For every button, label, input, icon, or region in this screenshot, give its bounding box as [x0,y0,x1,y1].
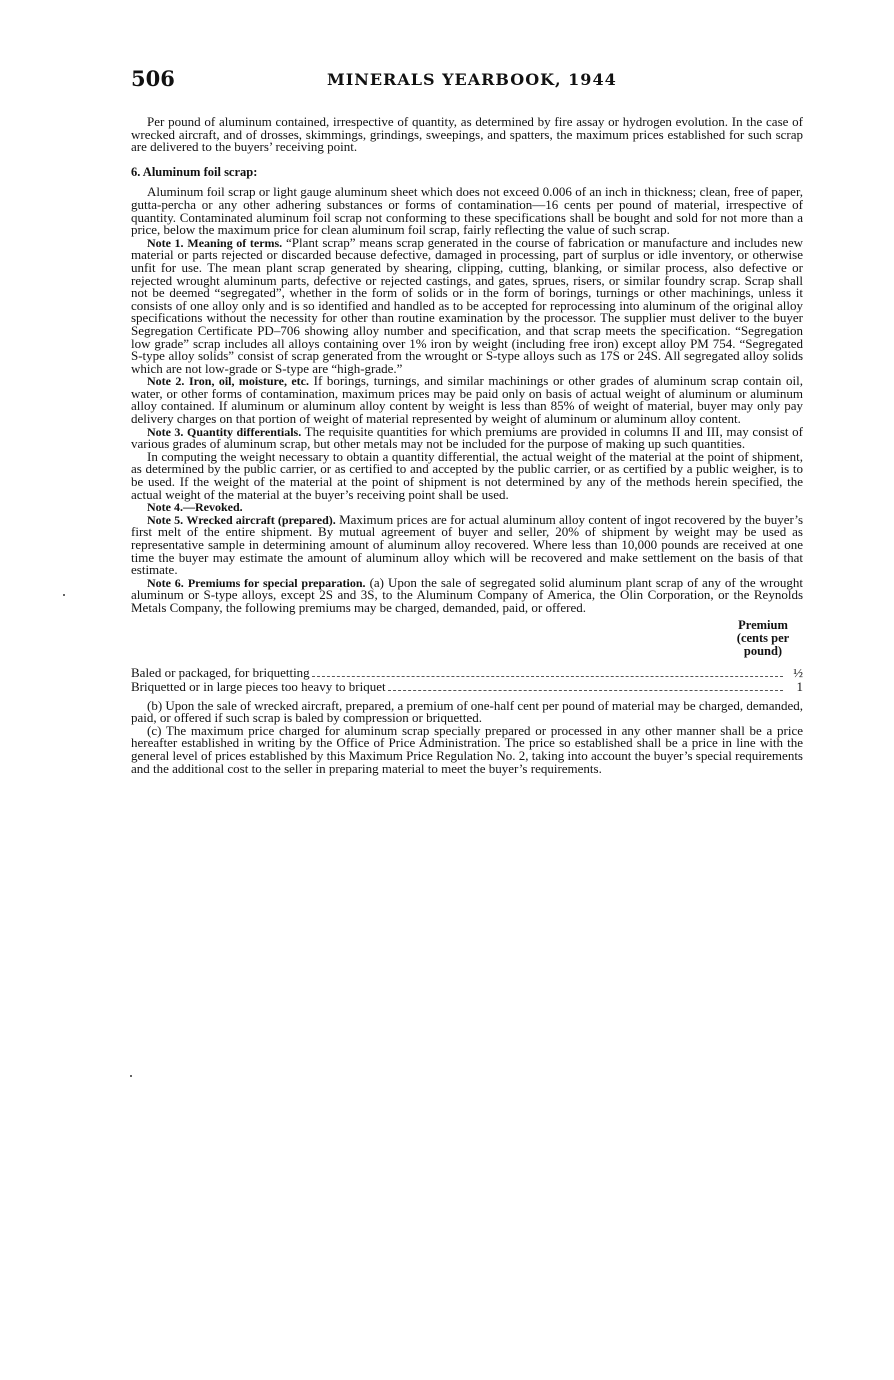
dot-leader [388,689,783,691]
premium-header-line-2: (cents per [736,630,790,645]
note-5-text: Maximum prices are for actual aluminum alloy content of ingot recovered by the buyer’s first melt of the entire shipment. By mutual agreement of buyer and seller, 20% of shipment by weight may be used as representative sample in determining amount of aluminum alloy recovered. Where less than 10,000 pounds are received at one time the buyer may estimate the amount of aluminum alloy which will be recovered and make settlement on the basis of that estimate. [131,511,804,578]
paragraph-c: (c) The maximum price charged for aluminum scrap specially prepared or processed in any other manner shall be a price hereafter established in writing by the Office of Price Administration. The price so established shall be a price in line with the general level of prices established by this Maximum Price Regulation No. 2, taking into account the buyer’s special requirements and the additional cost to the seller in preparing material to meet the buyer’s requirements. [131,722,803,776]
note-5 [131,511,804,578]
premium-row-label: Briquetted or in large pieces too heavy to briquet [131,678,386,694]
note-1-text: “Plant scrap” means scrap generated in the course of fabrication or manufacture and includes new material or parts rejected or discarded because defective, damaged in processing, part of surplus or idle inventory, or otherwise unfit for use. The mean plant scrap generated by shearing, clipping, cutting, blanking, or similar process, also defective or rejected wrought aluminum parts, defective or rejected castings, and gates, sprues, risers, or similar foundry scrap. Scrap shall not be deemed “segregated”, whether in the form of solids or in the form of borings, turnings or other machinings, unless it consists of one alloy only and is so identified and handled as to be accepted for reprocessing into aluminum of the original alloy specifications without the necessity for other than routine examination by the processor. The supplier must deliver to the buyer Segregation Certificate PD–706 showing alloy number and specification, and that scrap meets the specification. “Segregation low grade” scrap includes all alloys containing over 1% iron by weight (including free iron) except alloy PM 754. “Segregated S-type alloy solids” consist of scrap generated from the wrought or S-type alloys such as 17S or 24S. All segregated alloy solids which are not low-grade or S-type are “high-grade.” [131,234,803,376]
note-1-label: Note 1. [147,235,184,250]
note-6 [131,574,803,615]
note-2-text: If borings, turnings, and similar machinings or other grades of aluminum scrap contain oil, water, or other forms of contamination, maximum prices may be paid only on basis of actual weight of aluminum or aluminum alloy contained. If aluminum or aluminum alloy content by weight is less than 85% of weight of material, buyer may only pay delivery charges on that portion of weight of material represented by weight of aluminum or aluminum alloy content. [131,373,803,427]
note-4-label: Note 4. [147,500,183,515]
premium-row-value: ½ [793,664,803,680]
section-heading: 6. Aluminum foil scrap: [131,164,258,179]
note-6-label: Note 6. [147,575,184,590]
page-number: 506 [131,66,175,91]
premium-header-line-1: Premium [738,617,788,632]
premium-table-header [131,619,803,658]
intro-paragraph: Per pound of aluminum contained, irrespective of quantity, as determined by fire assay or hydrogen evolution. In the case of wrecked aircraft, and of drosses, skimmings, grindings, sweepings, and spatters, the maximum prices established for such scrap are delivered to the buyers’ receiving point. [131,114,803,155]
note-1-title: Meaning of terms. [187,235,283,250]
dot-leader [312,675,783,677]
note-1 [131,234,803,376]
running-title: MINERALS YEARBOOK, 1944 [327,70,617,89]
note-2-label: Note 2. [147,374,185,389]
note-2 [131,375,803,425]
page-header [131,66,803,96]
premium-row-value: 1 [796,678,803,694]
note-3-title: Quantity differentials. [187,424,302,439]
premium-row-label: Baled or packaged, for briquetting [131,664,310,680]
section-body: Aluminum foil scrap or light gauge aluminum sheet which does not exceed 0.006 of an inch in thickness; clean, free of paper, gutta-percha or any other adhering substances or forms of contamination—16 cents per pound of material, irrespective of quantity. Contaminated aluminum foil scrap not conforming to these specifications shall be bought and sold for not more than a price, below the maximum price for clean aluminum foil scrap, fairly reflecting the value of such scrap. [131,184,803,238]
note-6-title: Premiums for special preparation. [187,575,366,590]
table-row [131,666,803,680]
note-3 [131,423,804,452]
scan-speck [130,1075,132,1077]
note-3-label: Note 3. [147,424,184,439]
note-5-title: Wrecked aircraft (prepared). [186,512,336,527]
scan-speck [63,594,65,596]
premium-header-line-3: pound) [743,643,783,658]
note-2-title: Iron, oil, moisture, etc. [189,374,309,389]
note-3-text: The requisite quantities for which premiums are provided in columns II and III, may consist of various grades of aluminum scrap, but other metals may not be included for the purpose of making up such quantities. [131,423,804,452]
note-4-text: —Revoked. [183,500,243,515]
table-row [131,680,803,694]
premium-table [131,666,803,694]
note-5-label: Note 5. [147,512,184,527]
page-body [131,116,803,775]
paragraph-b: (b) Upon the sale of wrecked aircraft, prepared, a premium of one-half cent per pound of material may be charged, demanded, paid, or offered if such scrap is baled by compression or briquetted. [131,697,803,726]
note-6-text: (a) Upon the sale of segregated solid aluminum plant scrap of any of the wrought aluminum or S-type alloys, except 2S and 3S, to the Aluminum Company of America, the Olin Corporation, or the Reynolds Metals Company, the following premiums may be charged, demanded, paid, or offered. [131,574,803,615]
note-3-continuation: In computing the weight necessary to obtain a quantity differential, the actual weight of the material at the point of shipment, as determined by the public carrier, or as certified to and accepted by the public carrier, or as certified by a public weigher, is to be used. If the weight of the material at the point of shipment is not determined by any of the methods herein specified, the actual weight of the material at the buyer’s receiving point shall be used. [131,448,803,502]
